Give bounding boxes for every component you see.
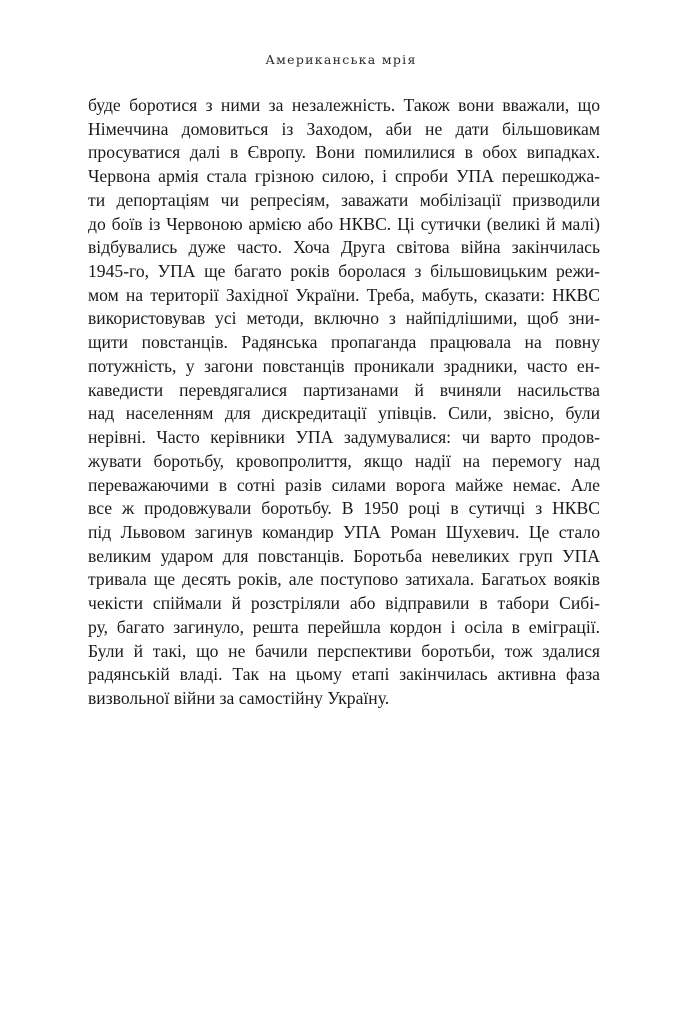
text-line: визвольної війни за самостійну Україну.: [88, 687, 390, 708]
text-line: просуватися далі в Європу. Вони помилилися в обох випадках.: [88, 142, 600, 163]
text-line: ру, багато загинуло, решта перейшла кордон і осіла в еміграції.: [88, 616, 600, 637]
text-line: каведисти перевдягалися партизанами й вчиняли насильства: [88, 379, 600, 400]
text-line: жувати боротьбу, кровопролиття, якщо надії на перемогу над: [88, 450, 600, 471]
text-line: ти депортаціям чи репресіям, заважати мобілізації призводили: [88, 189, 600, 210]
text-line: потужність, у загони повстанців проникали зрадники, часто ен-: [88, 355, 600, 376]
text-line: 1945-го, УПА ще багато років боролася з більшовицьким режи-: [88, 261, 600, 282]
body-paragraph: [88, 94, 600, 711]
text-line: все ж продовжували боротьбу. В 1950 році в сутичці з НКВС: [88, 498, 600, 519]
text-line: буде боротися з ними за незалежність. Також вони вважали, що: [88, 95, 600, 115]
text-line: нерівні. Часто керівники УПА задумувалися: чи варто продов-: [88, 427, 600, 448]
text-line: під Львовом загинув командир УПА Роман Шухевич. Це стало: [88, 521, 600, 542]
text-line: радянській владі. Так на цьому етапі закінчилась активна фаза: [88, 664, 600, 685]
text-line: тривала ще десять років, але поступово затихала. Багатьох вояків: [88, 569, 600, 590]
text-line: до боїв із Червоною армією або НКВС. Ці сутички (великі й малі): [88, 213, 600, 234]
text-line: Були й такі, що не бачили перспективи боротьби, тож здалися: [88, 640, 600, 661]
text-line: відбувались дуже часто. Хоча Друга світова війна закінчилась: [88, 237, 600, 258]
text-line: Німеччина домовиться із Заходом, аби не дати більшовикам: [88, 118, 600, 139]
text-line: мом на території Західної України. Треба, мабуть, сказати: НКВС: [88, 284, 600, 305]
text-line: великим ударом для повстанців. Боротьба невеликих груп УПА: [88, 545, 600, 566]
running-head: Американська мрія: [265, 52, 417, 67]
text-line: щити повстанців. Радянська пропаганда працювала на повну: [88, 332, 600, 353]
text-line: над населенням для дискредитації упівців. Сили, звісно, були: [88, 403, 600, 424]
text-line: чекісти спіймали й розстріляли або відправили в табори Сибі-: [88, 593, 600, 614]
text-line: використовував усі методи, включно з найпідлішими, щоб зни-: [88, 308, 600, 329]
text-line: Червона армія стала грізною силою, і спроби УПА перешкоджа-: [88, 166, 600, 187]
text-line: переважаючими в сотні разів силами ворога майже немає. Але: [88, 474, 600, 495]
